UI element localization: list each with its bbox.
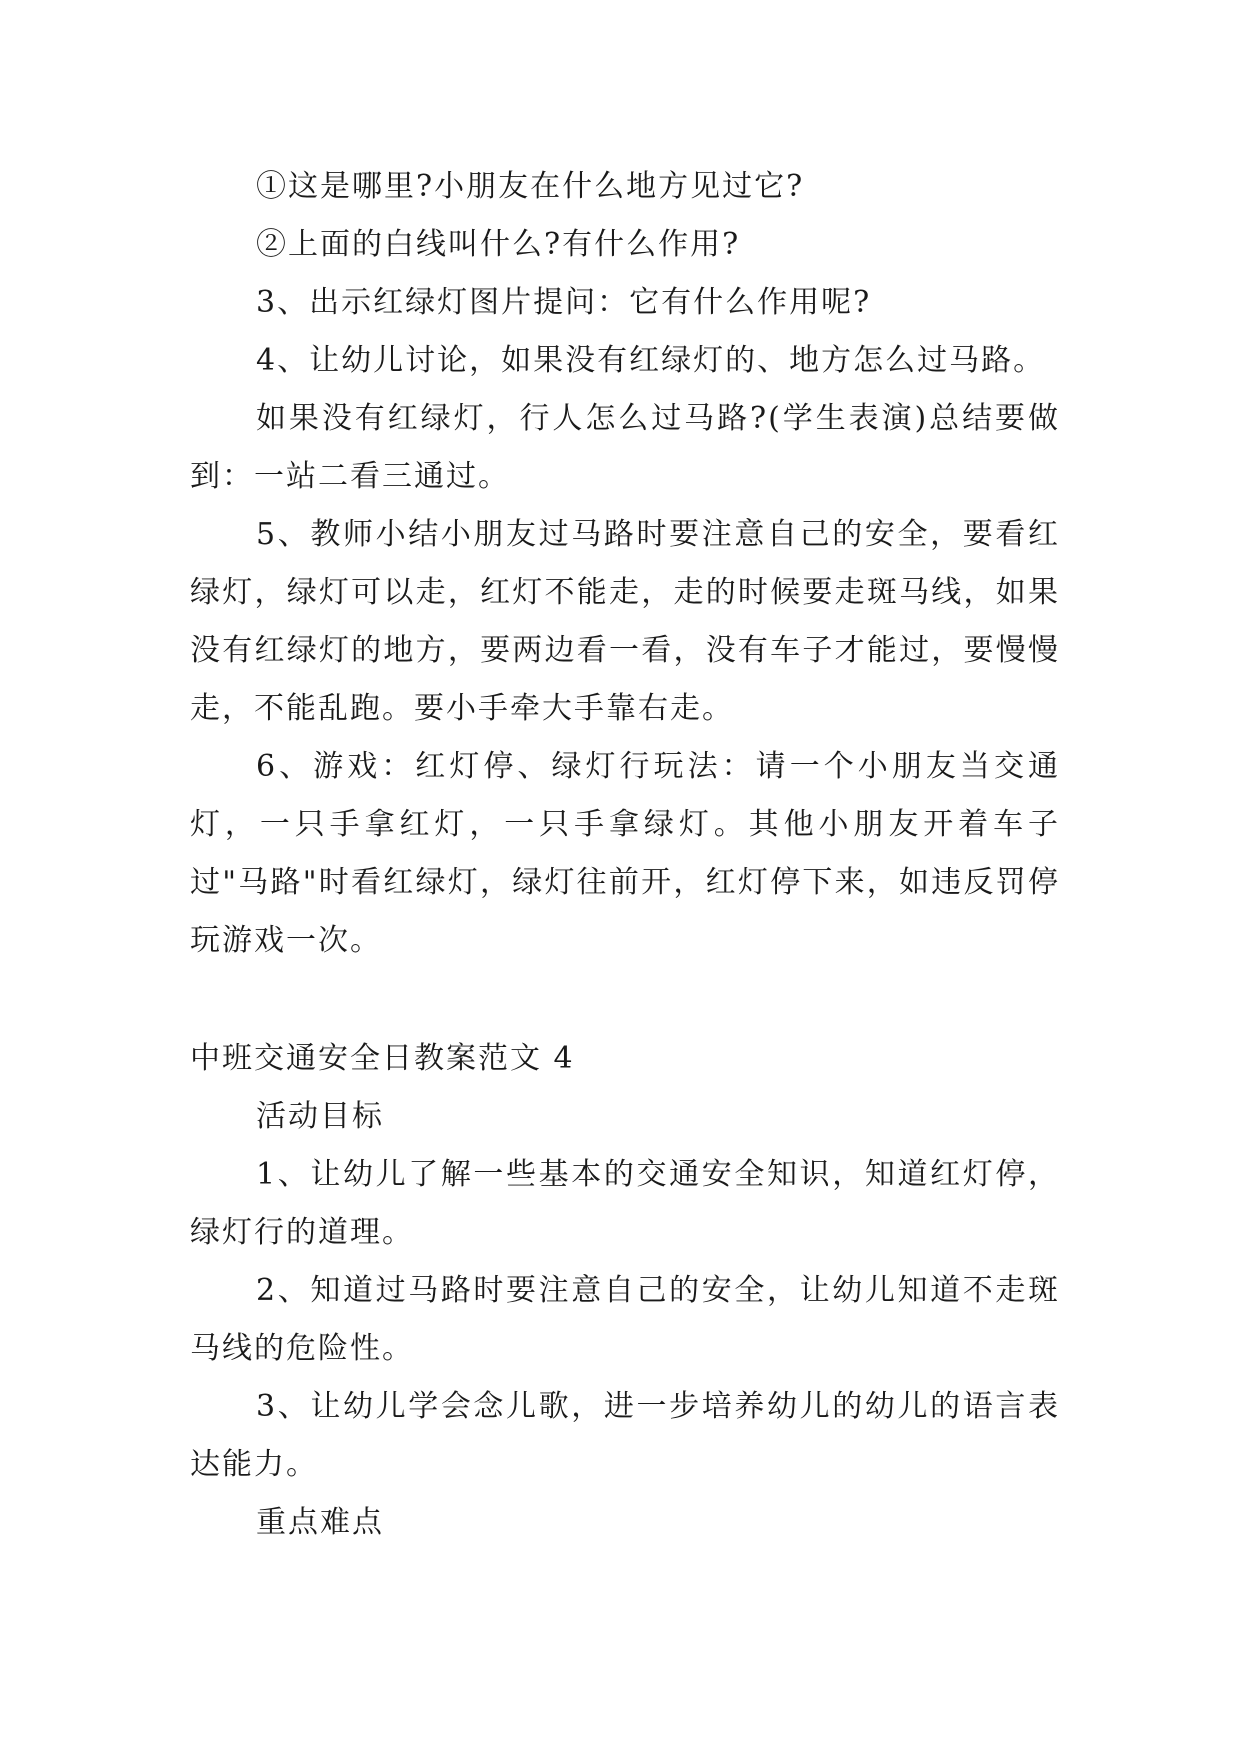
paragraph-goal-1: 1、让幼儿了解一些基本的交通安全知识，知道红灯停，绿灯行的道理。	[190, 1157, 1060, 1250]
paragraph-q1: ①这是哪里?小朋友在什么地方见过它?	[256, 169, 805, 204]
paragraph-goal-2: 2、知道过马路时要注意自己的安全，让幼儿知道不走斑马线的危险性。	[190, 1273, 1060, 1366]
paragraph-step-6: 6、游戏：红灯停、绿灯行玩法：请一个小朋友当交通灯，一只手拿红灯，一只手拿绿灯。其他小朋友开着车子过"马路"时看红绿灯，绿灯往前开，红灯停下来，如违反罚停玩游戏一次。	[190, 749, 1060, 958]
paragraph-no-traffic-light: 如果没有红绿灯，行人怎么过马路?(学生表演)总结要做到：一站二看三通过。	[190, 401, 1060, 494]
heading-activity-goals: 活动目标	[256, 1099, 384, 1134]
section-title: 中班交通安全日教案范文 4	[190, 1041, 575, 1076]
document-body	[190, 158, 1060, 1552]
paragraph-step-3: 3、出示红绿灯图片提问：它有什么作用呢?	[256, 285, 872, 320]
paragraph-q2: ②上面的白线叫什么?有什么作用?	[256, 227, 741, 262]
heading-key-points: 重点难点	[256, 1505, 384, 1540]
paragraph-step-4: 4、让幼儿讨论，如果没有红绿灯的、地方怎么过马路。	[256, 343, 1046, 378]
paragraph-goal-3: 3、让幼儿学会念儿歌，进一步培养幼儿的幼儿的语言表达能力。	[190, 1389, 1060, 1482]
paragraph-step-5: 5、教师小结小朋友过马路时要注意自己的安全，要看红绿灯，绿灯可以走，红灯不能走，走的时候要走斑马线，如果没有红绿灯的地方，要两边看一看，没有车子才能过，要慢慢走，不能乱跑。要小手牵大手靠右走。	[190, 517, 1060, 726]
